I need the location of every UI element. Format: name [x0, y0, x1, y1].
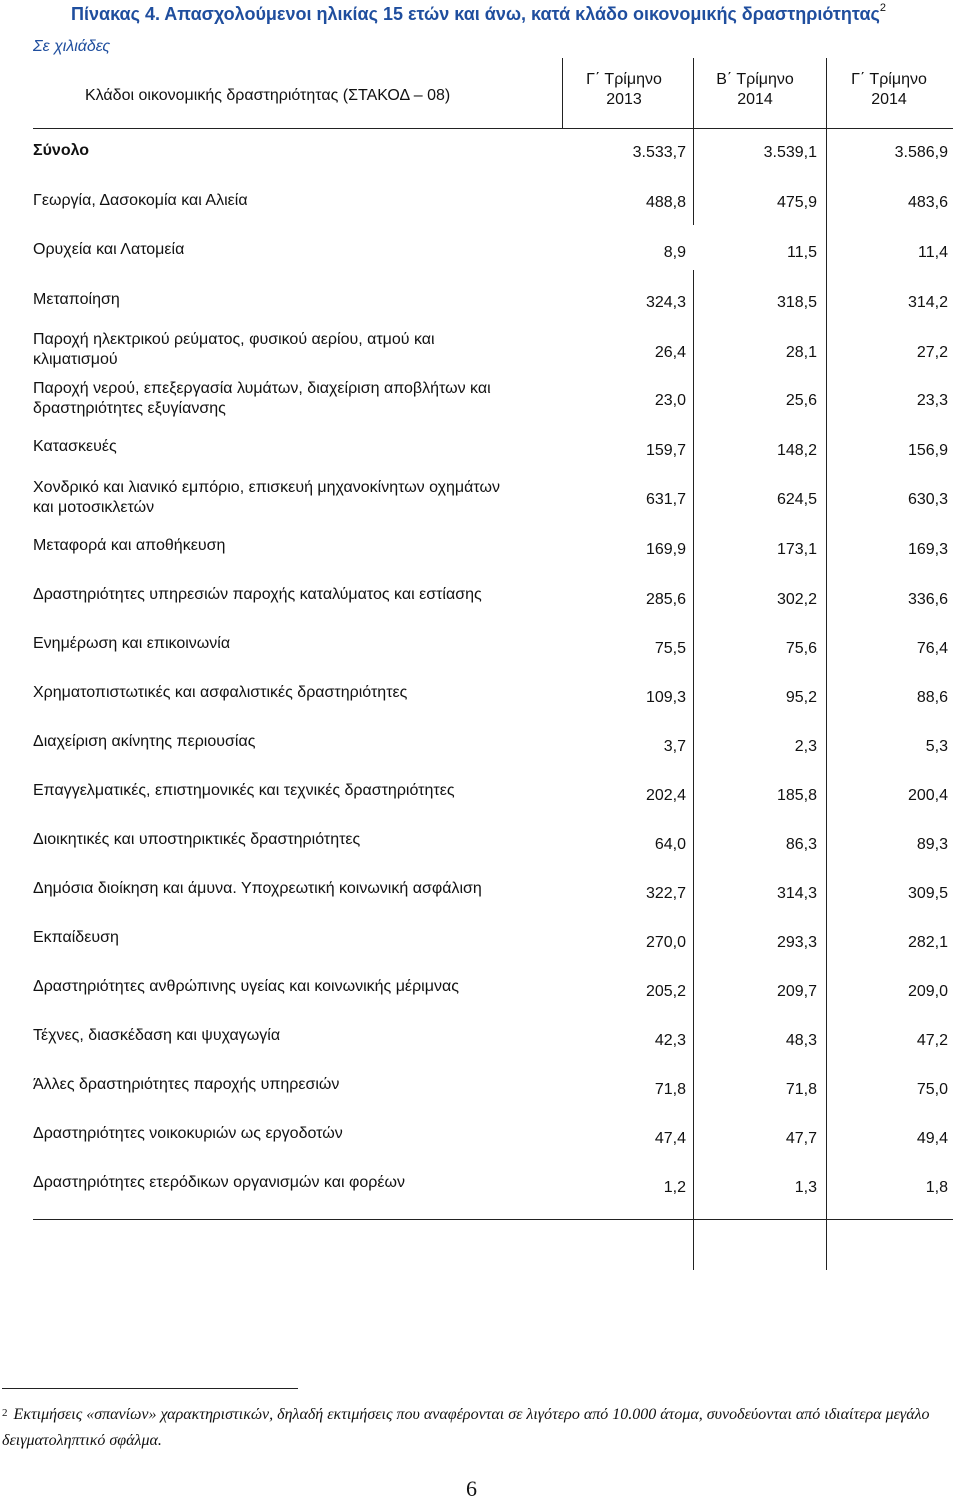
row-label: Άλλες δραστηριότητες παροχής υπηρεσιών: [33, 1076, 340, 1093]
row-label: Χονδρικό και λιανικό εμπόριο, επισκευή μηχανοκίνητων οχημάτων και μοτοσικλετών: [33, 479, 500, 516]
cell-value: 76,4: [916, 640, 948, 657]
row-label: Παροχή νερού, επεξεργασία λυμάτων, διαχείριση αποβλήτων και δραστηριότητες εξυγίανσης: [33, 380, 491, 417]
row-label: Δραστηριότητες ανθρώπινης υγείας και κοινωνικής μέριμνας: [33, 978, 459, 995]
cell-value: 631,7: [645, 491, 686, 508]
cell-value: 293,3: [776, 934, 817, 951]
header-col-line2: 2014: [737, 91, 773, 108]
cell-value: 25,6: [785, 392, 817, 409]
cell-value: 483,6: [907, 194, 948, 211]
cell-value: 209,0: [907, 983, 948, 1000]
unit-label: Σε χιλιάδες: [33, 38, 111, 55]
header-divider: [562, 58, 563, 128]
row-label: Κατασκευές: [33, 438, 117, 455]
cell-value: 624,5: [776, 491, 817, 508]
cell-value: 3.533,7: [632, 144, 686, 161]
column-divider: [826, 128, 827, 1270]
table-bottom-rule: [33, 1219, 953, 1220]
cell-value: 71,8: [785, 1081, 817, 1098]
row-label: Εκπαίδευση: [33, 929, 119, 946]
row-label: Γεωργία, Δασοκομία και Αλιεία: [33, 192, 248, 209]
cell-value: 95,2: [785, 689, 817, 706]
cell-value: 1,3: [794, 1179, 817, 1196]
row-label: Διαχείριση ακίνητης περιουσίας: [33, 733, 256, 750]
row-label: Δραστηριότητες νοικοκυριών ως εργοδοτών: [33, 1125, 343, 1142]
cell-value: 314,3: [776, 885, 817, 902]
header-divider: [826, 58, 827, 128]
cell-value: 71,8: [654, 1081, 686, 1098]
cell-value: 3,7: [663, 738, 686, 755]
row-label: Μεταποίηση: [33, 291, 120, 308]
row-label: Επαγγελματικές, επιστημονικές και τεχνικές δραστηριότητες: [33, 782, 455, 799]
cell-value: 322,7: [645, 885, 686, 902]
cell-value: 324,3: [645, 294, 686, 311]
cell-value: 47,7: [785, 1130, 817, 1147]
cell-value: 314,2: [907, 294, 948, 311]
footnote-text: Εκτιμήσεις «σπανίων» χαρακτηριστικών, δηλαδή εκτιμήσεις που αναφέρονται σε λιγότερο από 10.000 άτομα, συνοδεύονται από ιδιαίτερα μεγάλο δειγματοληπτικό σφάλμα.: [2, 1406, 930, 1449]
cell-value: 270,0: [645, 934, 686, 951]
table-title: [71, 4, 951, 25]
cell-value: 2,3: [794, 738, 817, 755]
cell-value: 23,3: [916, 392, 948, 409]
cell-value: 23,0: [654, 392, 686, 409]
cell-value: 302,2: [776, 591, 817, 608]
header-col-line2: 2013: [606, 91, 642, 108]
cell-value: 47,4: [654, 1130, 686, 1147]
cell-value: 75,5: [654, 640, 686, 657]
row-label: Διοικητικές και υποστηρικτικές δραστηριότητες: [33, 831, 361, 848]
cell-value: 488,8: [645, 194, 686, 211]
cell-value: 209,7: [776, 983, 817, 1000]
cell-value: 156,9: [907, 442, 948, 459]
header-category: Κλάδοι οικονομικής δραστηριότητας (ΣΤΑΚΟΔ – 08): [85, 87, 451, 104]
cell-value: 27,2: [916, 344, 948, 361]
cell-value: 49,4: [916, 1130, 948, 1147]
cell-value: 318,5: [776, 294, 817, 311]
cell-value: 309,5: [907, 885, 948, 902]
cell-value: 1,2: [663, 1179, 686, 1196]
cell-value: 169,9: [645, 541, 686, 558]
row-label: Σύνολο: [33, 142, 90, 159]
cell-value: 28,1: [785, 344, 817, 361]
cell-value: 26,4: [654, 344, 686, 361]
footnote: [2, 1402, 952, 1454]
cell-value: 169,3: [907, 541, 948, 558]
header-col-line1: Γ΄ Τρίμηνο: [586, 71, 662, 88]
cell-value: 42,3: [654, 1032, 686, 1049]
cell-value: 64,0: [654, 836, 686, 853]
row-label: Δραστηριότητες υπηρεσιών παροχής καταλύματος και εστίασης: [33, 586, 482, 603]
cell-value: 205,2: [645, 983, 686, 1000]
row-label: Δημόσια διοίκηση και άμυνα. Υποχρεωτική κοινωνική ασφάλιση: [33, 880, 482, 897]
row-label: Δραστηριότητες ετερόδικων οργανισμών και φορέων: [33, 1174, 405, 1191]
column-divider: [693, 270, 694, 1270]
header-col-q3-2014: [834, 70, 944, 110]
cell-value: 11,5: [787, 244, 817, 261]
header-col-line1: Γ΄ Τρίμηνο: [851, 71, 927, 88]
cell-value: 8,9: [663, 244, 686, 261]
cell-value: 75,6: [785, 640, 817, 657]
footnote-mark: 2: [2, 1407, 8, 1419]
cell-value: 1,8: [925, 1179, 948, 1196]
cell-value: 3.586,9: [894, 144, 948, 161]
header-col-q2-2014: [700, 70, 810, 110]
title-footnote-mark: 2: [879, 2, 887, 14]
cell-value: 88,6: [916, 689, 948, 706]
cell-value: 48,3: [785, 1032, 817, 1049]
cell-value: 47,2: [916, 1032, 948, 1049]
column-divider: [693, 128, 694, 225]
header-bottom-rule: [33, 128, 953, 129]
table-title-text: Πίνακας 4. Απασχολούμενοι ηλικίας 15 ετών και άνω, κατά κλάδο οικονομικής δραστηριότητας: [71, 4, 880, 24]
cell-value: 75,0: [916, 1081, 948, 1098]
cell-value: 282,1: [907, 934, 948, 951]
cell-value: 200,4: [907, 787, 948, 804]
cell-value: 159,7: [645, 442, 686, 459]
cell-value: 185,8: [776, 787, 817, 804]
header-col-line1: Β΄ Τρίμηνο: [716, 71, 794, 88]
page-number: 6: [466, 1476, 477, 1501]
header-divider: [693, 58, 694, 128]
cell-value: 148,2: [776, 442, 817, 459]
cell-value: 89,3: [916, 836, 948, 853]
cell-value: 11,4: [918, 244, 948, 261]
row-label: Τέχνες, διασκέδαση και ψυχαγωγία: [33, 1027, 281, 1044]
row-label: Παροχή ηλεκτρικού ρεύματος, φυσικού αερίου, ατμού και κλιματισμού: [33, 331, 435, 368]
cell-value: 336,6: [907, 591, 948, 608]
cell-value: 86,3: [785, 836, 817, 853]
row-label: Μεταφορά και αποθήκευση: [33, 537, 226, 554]
cell-value: 173,1: [776, 541, 817, 558]
cell-value: 202,4: [645, 787, 686, 804]
row-label: Ενημέρωση και επικοινωνία: [33, 635, 231, 652]
row-label: Χρηματοπιστωτικές και ασφαλιστικές δραστηριότητες: [33, 684, 408, 701]
cell-value: 5,3: [925, 738, 948, 755]
cell-value: 3.539,1: [763, 144, 817, 161]
cell-value: 109,3: [645, 689, 686, 706]
footnote-separator: [2, 1388, 298, 1389]
cell-value: 475,9: [776, 194, 817, 211]
cell-value: 285,6: [645, 591, 686, 608]
header-col-line2: 2014: [871, 91, 907, 108]
cell-value: 630,3: [907, 491, 948, 508]
row-label: Ορυχεία και Λατομεία: [33, 241, 185, 258]
header-col-q3-2013: [574, 70, 674, 110]
